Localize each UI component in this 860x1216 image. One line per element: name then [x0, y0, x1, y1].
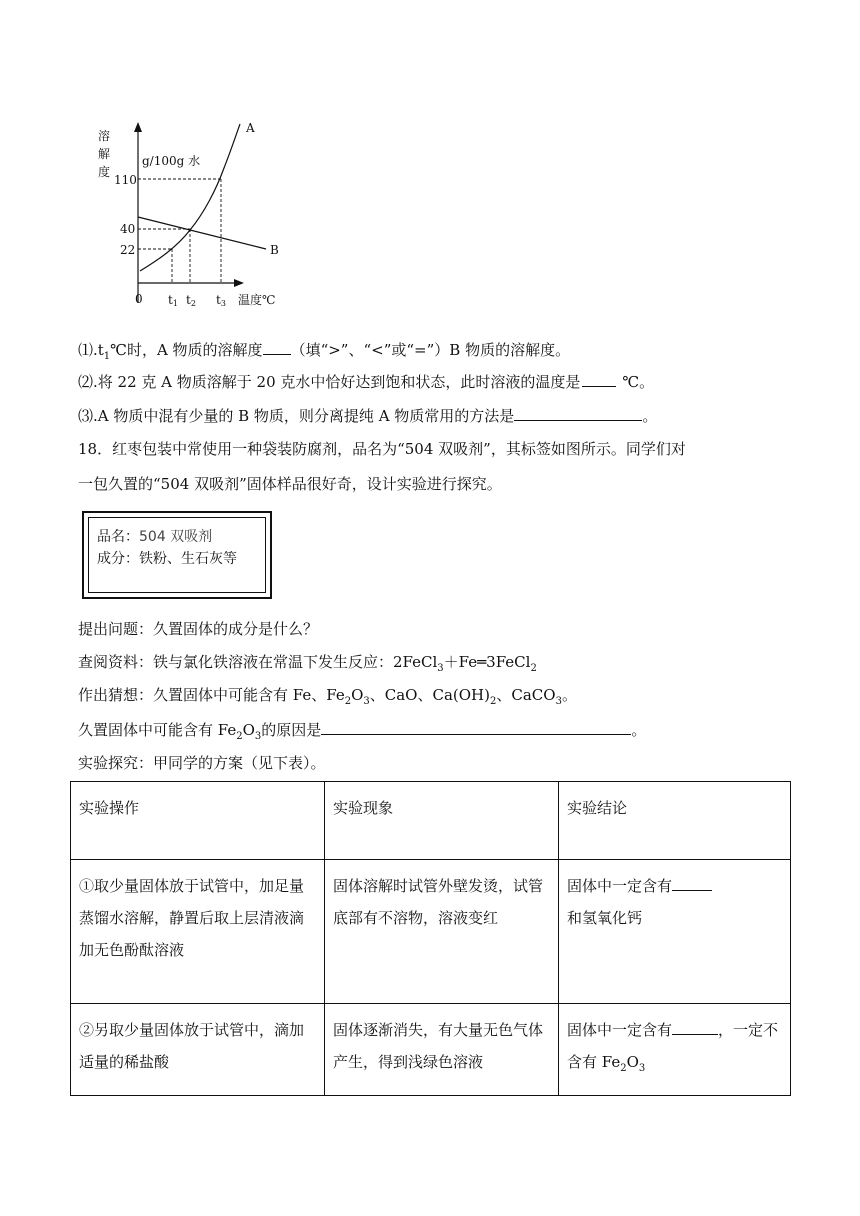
product-name-value: 504 双吸剂	[139, 529, 213, 545]
product-name: 品名：504 双吸剂	[97, 529, 213, 545]
row2-conclusion-blank[interactable]	[672, 1018, 718, 1035]
row1-observation: 固体溶解时试管外壁发烫，试管底部有不溶物，溶液变红	[325, 860, 559, 1004]
q18-reason-blank[interactable]	[321, 718, 631, 735]
row2-operation: ②另取少量固体放于试管中，滴加适量的稀盐酸	[71, 1004, 325, 1096]
row1-operation: ①取少量固体放于试管中，加足量蒸馏水溶解，静置后取上层清液滴加无色酚酞溶液	[71, 860, 325, 1004]
y-label-char-1: 溶	[98, 129, 111, 143]
x-tick-t3: t3	[216, 293, 226, 308]
row2-observation: 固体逐渐消失，有大量无色气体产生，得到浅绿色溶液	[325, 1004, 559, 1096]
q17-part2-blank[interactable]	[582, 370, 616, 387]
q18-explore: 实验探究：甲同学的方案（见下表）。	[78, 754, 326, 772]
y-unit: g/100g 水	[142, 154, 201, 168]
solubility-graph	[88, 118, 308, 318]
q17-part3-blank[interactable]	[514, 404, 642, 421]
origin-label: 0	[135, 292, 143, 306]
y-tick-40: 40	[120, 222, 136, 236]
x-label: 温度℃	[238, 293, 276, 307]
series-b-line	[138, 217, 266, 249]
experiment-table	[70, 781, 791, 1096]
y-tick-22: 22	[120, 243, 136, 257]
y-label-char-3: 度	[98, 165, 111, 179]
y-label-char-2: 解	[98, 147, 111, 161]
q17-part1-blank[interactable]	[263, 338, 291, 355]
q18-reference: 查阅资料：铁与氯化铁溶液在常温下发生反应：2FeCl$_3$＋Fe═3FeCl$_2$	[78, 653, 537, 674]
q17-part3: ⑶.A 物质中混有少量的 B 物质，则分离提纯 A 物质常用的方法是 。	[78, 404, 657, 427]
q18-reason: 久置固体中可能含有 $Fe_2O_3$的原因是 。	[78, 718, 646, 748]
table-row	[71, 1004, 791, 1096]
table-row	[71, 860, 791, 1004]
x-axis-arrow	[234, 279, 244, 287]
y-tick-110: 110	[114, 173, 137, 187]
q18-hypothesis: 作出猜想：久置固体中可能含有 Fe、$Fe_2O_3$、CaO、$Ca(OH)_2$、CaCO$_3$。	[78, 686, 577, 707]
row1-conclusion: 固体中一定含有 和氢氧化钙	[559, 860, 791, 1004]
product-label	[82, 511, 272, 599]
header-conclusion: 实验结论	[559, 782, 791, 860]
row2-conclusion: 固体中一定含有 ，一定不含有 $Fe_2O_3$	[559, 1004, 791, 1096]
x-tick-t1: t1	[168, 293, 178, 308]
product-composition: 成分：铁粉、生石灰等	[97, 551, 237, 567]
header-operation: 实验操作	[71, 782, 325, 860]
q18-question: 提出问题：久置固体的成分是什么？	[78, 620, 319, 638]
q17-part1: $⑴.t_1℃$时，A 物质的溶解度 （填“>”、“<”或“=”）B 物质的溶解度。	[78, 338, 570, 368]
series-b-label: B	[270, 243, 279, 257]
table-header-row	[71, 782, 791, 860]
q18-intro-line2: 一包久置的“504 双吸剂”固体样品很好奇，设计实验进行探究。	[78, 475, 502, 493]
y-axis-arrow	[134, 122, 142, 132]
q17-part2: ⑵.将 22 克 A 物质溶解于 20 克水中恰好达到饱和状态，此时溶液的温度是 ℃。	[78, 370, 654, 393]
series-a-label: A	[246, 121, 255, 135]
header-observation: 实验现象	[325, 782, 559, 860]
q18-intro-line1: 18．红枣包装中常使用一种袋装防腐剂，品名为“504 双吸剂”，其标签如图所示。同学们对	[78, 440, 686, 458]
x-tick-t2: t2	[186, 293, 196, 308]
row1-conclusion-blank[interactable]	[672, 874, 712, 891]
